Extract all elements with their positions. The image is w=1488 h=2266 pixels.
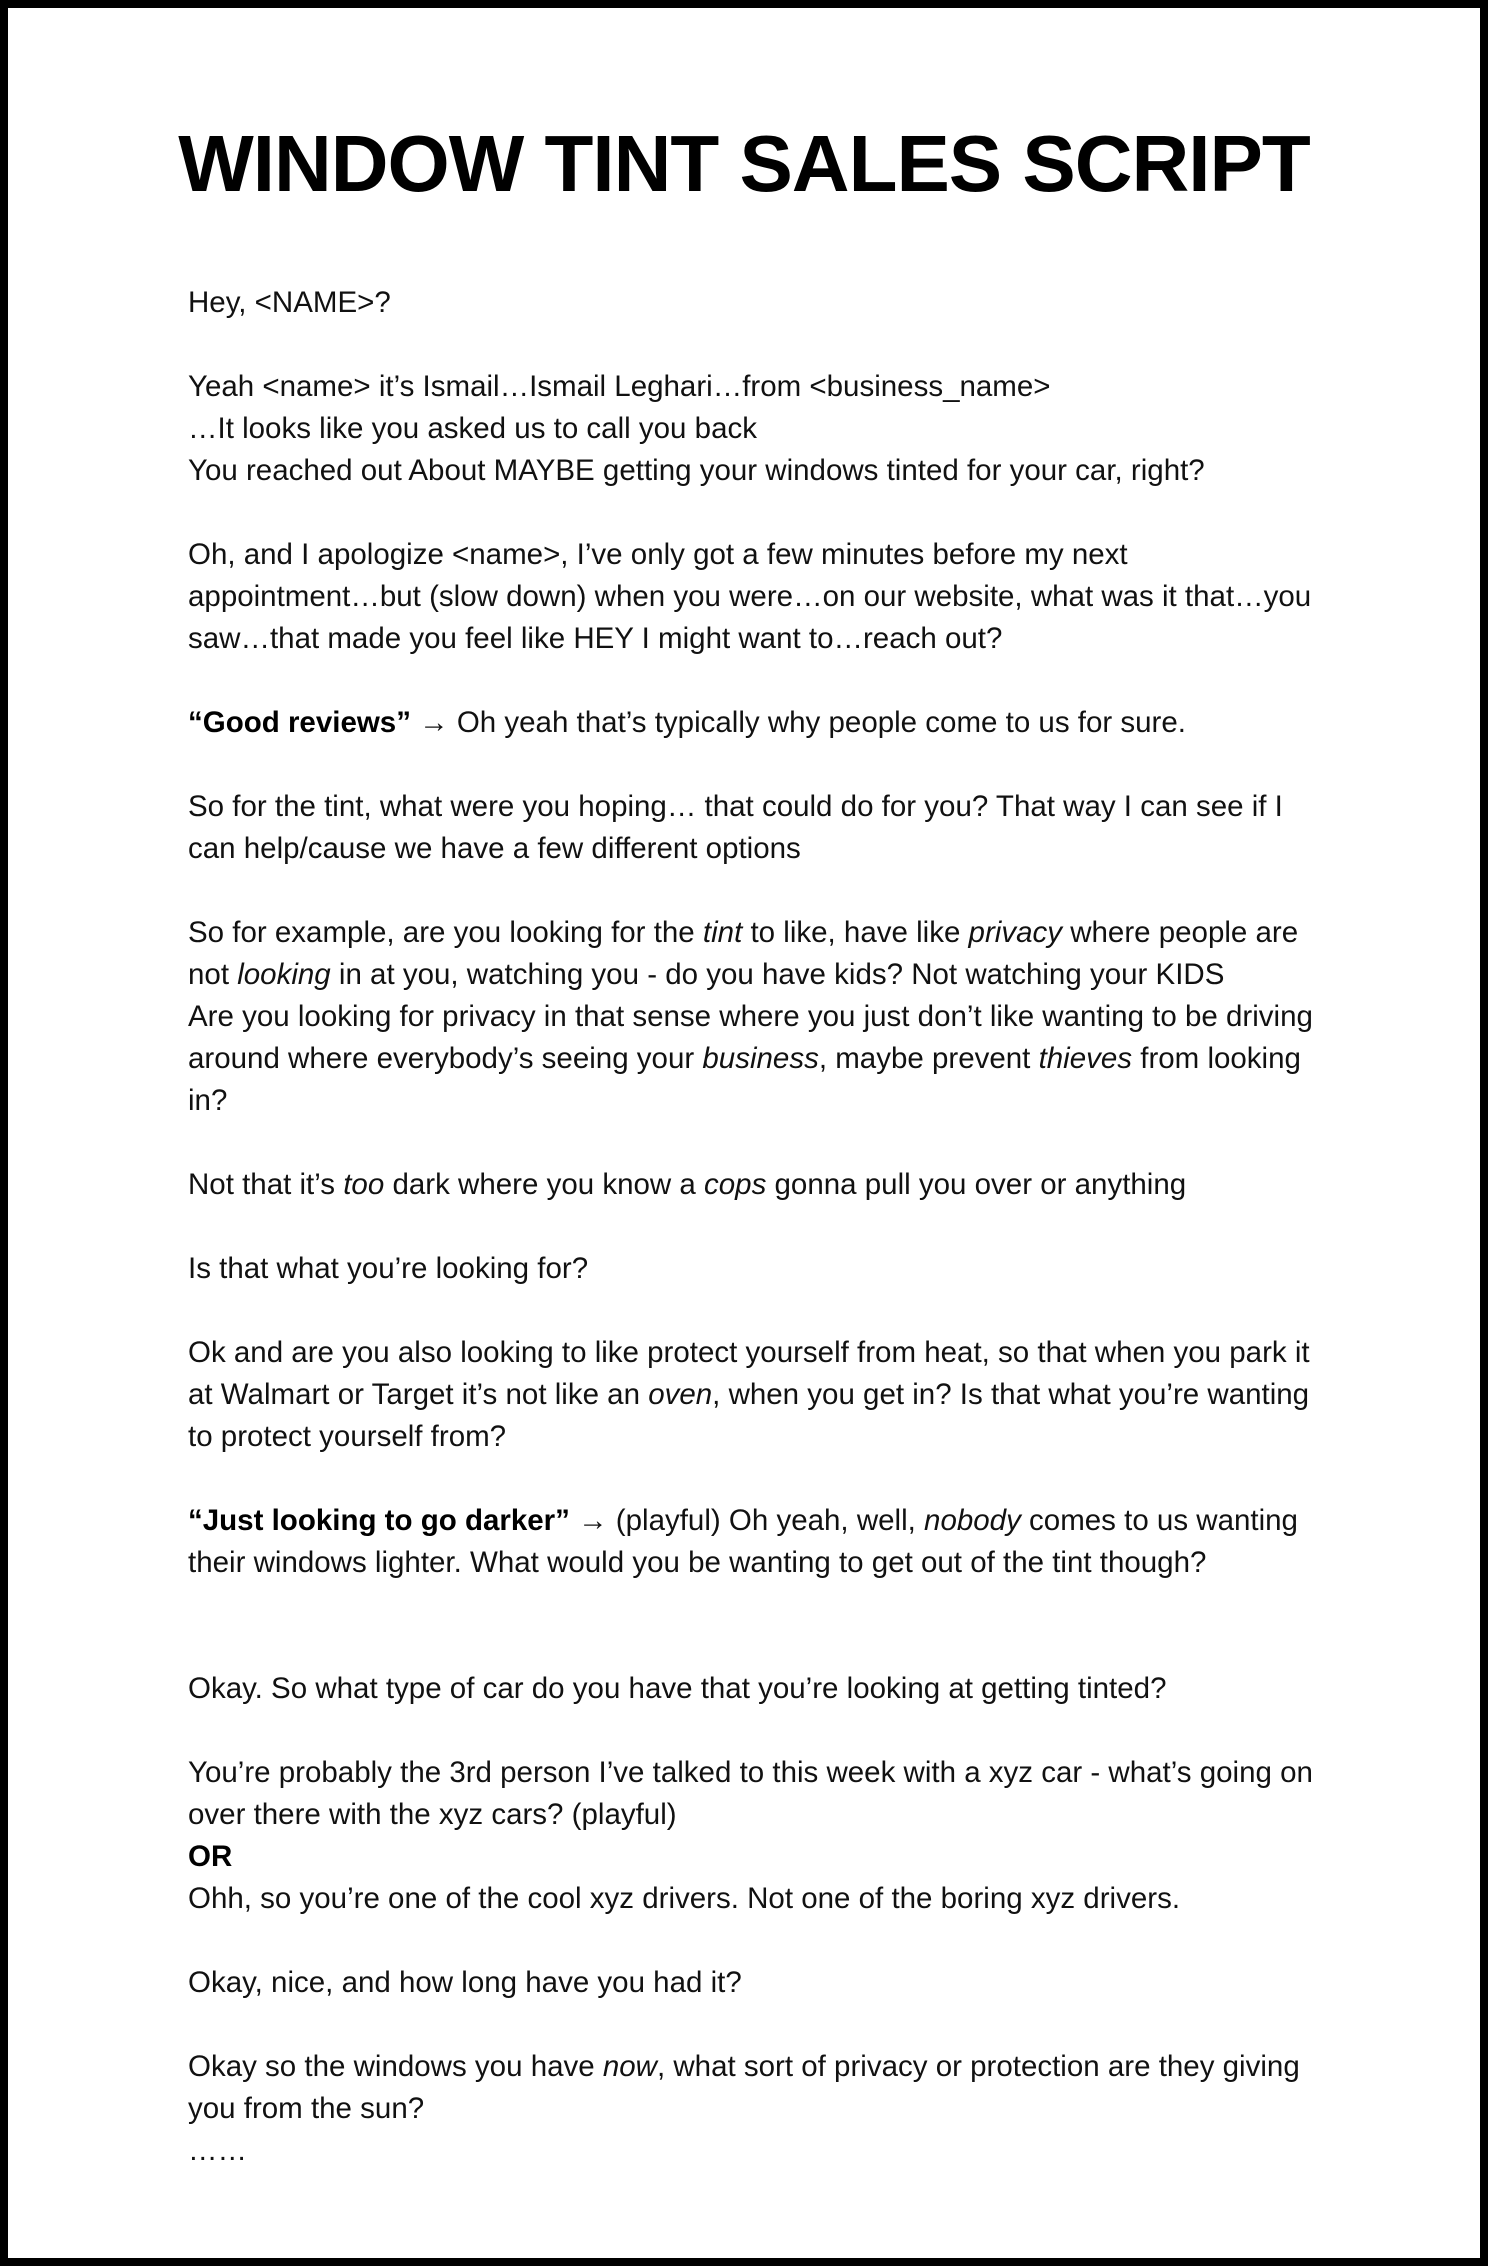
text-run: You’re probably the 3rd person I’ve talked to this week with a xyz car - what’s going on over there with the xyz cars? (playful) [188,1756,1313,1831]
text-run: So for example, are you looking for the [188,916,703,949]
text-run: gonna pull you over or anything [766,1168,1187,1201]
text-run: Oh, and I apologize <name>, I’ve only got a few minutes before my next appointment…but (slow down) when you were…on our website, what was it that…you saw…that made you feel like HEY I might want to…reach out? [188,538,1312,655]
text-run: Yeah <name> it’s Ismail…Ismail Leghari…from <business_name> [188,370,1051,403]
script-paragraph [188,1752,1318,1920]
script-line [188,366,1318,408]
text-run: Are you looking for privacy in that sense where you just don’t like wanting to be driving around where everybody’s seeing your [188,1000,1313,1075]
italic-text: tint [702,916,743,949]
italic-text: thieves [1038,1042,1133,1075]
script-paragraph [188,786,1318,870]
script-line [188,534,1318,660]
script-line [188,996,1318,1122]
script-line [188,282,1318,324]
text-run: comes to us wanting their windows lighter. What would you be wanting to get out of the tint though? [188,1504,1298,1579]
script-line [188,1752,1318,1836]
script-line [188,1836,1318,1878]
text-run: → Oh yeah that’s typically why people come to us for sure. [410,706,1186,739]
text-run: , when you get in? Is that what you’re wanting to protect yourself from? [188,1378,1310,1453]
italic-text: privacy [968,916,1062,949]
italic-text: too [343,1168,385,1201]
bold-text: OR [188,1840,233,1873]
text-run: in at you, watching you - do you have kids? Not watching your KIDS [330,958,1225,991]
text-run: Okay so the windows you have [188,2050,603,2083]
text-run: Ohh, so you’re one of the cool xyz drivers. Not one of the boring xyz drivers. [188,1882,1181,1915]
text-run: , maybe prevent [818,1042,1039,1075]
script-paragraph [188,2046,1318,2172]
text-run: Okay, nice, and how long have you had it? [188,1966,742,1999]
italic-text: now [602,2050,657,2083]
text-run: Is that what you’re looking for? [188,1252,589,1285]
italic-text: cops [704,1168,767,1201]
script-paragraph [188,912,1318,1122]
text-run: …… [188,2134,247,2167]
script-paragraph [188,702,1318,744]
text-run: Ok and are you also looking to like protect yourself from heat, so that when you park it at Walmart or Target it’s not like an [188,1336,1310,1411]
bold-text: “Just looking to go darker” [188,1504,570,1537]
page-title: WINDOW TINT SALES SCRIPT [178,119,1310,208]
script-paragraph [188,1164,1318,1206]
script-line [188,786,1318,870]
script-line [188,408,1318,450]
text-run: → (playful) Oh yeah, well, [569,1504,925,1537]
text-run: Not that it’s [188,1168,344,1201]
italic-text: business [702,1042,819,1075]
italic-text: oven [648,1378,713,1411]
script-paragraph [188,1332,1318,1458]
script-line [188,702,1318,744]
script-line [188,1668,1318,1710]
script-line [188,1164,1318,1206]
italic-text: nobody [924,1504,1021,1537]
script-line [188,1248,1318,1290]
italic-text: looking [237,958,331,991]
script-paragraph [188,1500,1318,1584]
script-line [188,2130,1318,2172]
script-line [188,450,1318,492]
script-body [188,282,1318,2214]
text-run: Hey, <NAME>? [188,286,391,319]
script-paragraph [188,366,1318,492]
document-page [8,8,1480,2258]
script-line [188,1332,1318,1458]
script-line [188,1962,1318,2004]
text-run: You reached out About MAYBE getting your windows tinted for your car, right? [188,454,1205,487]
text-run: to like, have like [742,916,969,949]
script-line [188,1878,1318,1920]
text-run: …It looks like you asked us to call you back [188,412,757,445]
script-paragraph [188,1962,1318,2004]
script-paragraph [188,534,1318,660]
text-run: from looking in? [188,1042,1301,1117]
script-paragraph [188,1248,1318,1290]
bold-text: “Good reviews” [188,706,411,739]
script-paragraph [188,282,1318,324]
script-line [188,1500,1318,1584]
text-run: , what sort of privacy or protection are they giving you from the sun? [188,2050,1300,2125]
text-run: dark where you know a [384,1168,704,1201]
script-line [188,2046,1318,2130]
script-paragraph [188,1668,1318,1710]
script-line [188,912,1318,996]
text-run: where people are not [188,916,1299,991]
text-run: Okay. So what type of car do you have that you’re looking at getting tinted? [188,1672,1167,1705]
text-run: So for the tint, what were you hoping… that could do for you? That way I can see if I can help/cause we have a few different options [188,790,1283,865]
